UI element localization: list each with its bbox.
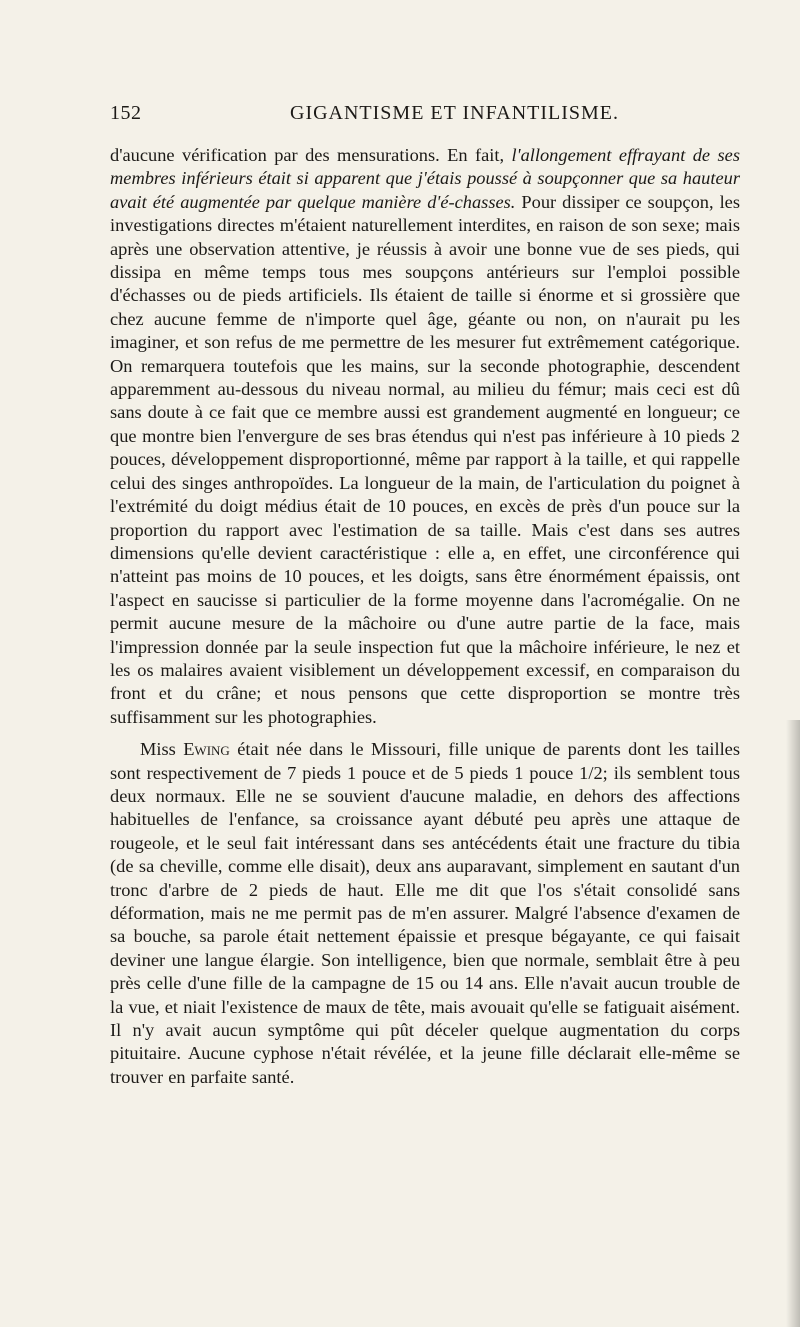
paragraph-1-continued-text: Pour dissiper ce soupçon, les investigations directes m'étaient naturellement interdites, en raison de son sexe; mais après une observation attentive, je réussis à avoir une bonne vue de ses pieds, qui dissipa en même temps tous mes soupçons antérieurs sur l'emploi possible d'échasses ou de pieds artificiels. Ils étaient de taille si énorme et si grossière que chez aucune femme de n'importe quel âge, géante ou non, on n'aurait pu les imaginer, et son refus de me permettre de les mesurer fut extrêmement catégorique. On remarquera toutefois que les mains, sur la seconde photographie, descendent apparemment au-dessous du niveau normal, au milieu du fémur; mais ceci est dû sans doute à ce fait que ce membre aussi est grandement augmenté en longueur; ce que montre bien l'envergure de ses bras étendus qui n'est pas inférieure à 10 pieds 2 pouces, développement disproportionné, même par rapport à la taille, et qui rappelle celui des singes anthropoïdes. La longueur de la main, de l'articulation du poignet à l'extrémité du doigt médius était de 10 pouces, en excès de près d'un pouce sur la proportion du rapport avec l'estimation de sa taille. Mais c'est dans ses autres dimensions qu'elle devient caractéristique : elle a, en effet, une circonférence qui n'atteint pas moins de 10 pouces, et les doigts, sans être énormément épaissis, ont l'aspect en saucisse si particulier de la forme moyenne dans l'acromégalie. On ne permit aucune mesure de la mâchoire ou d'une autre partie de la face, mais l'impression donnée par la seule inspection fut que la mâchoire inférieure, le nez et les os malaires avaient visiblement un développement excessif, en comparaison du front et du crâne; et nous pensons que cette disproportion se montre très suffisamment sur les photographies. [110,191,740,727]
running-title: GIGANTISME ET INFANTILISME. [290,102,620,124]
body-text [110,144,740,1089]
paragraph-2-smallcaps-text: Ewing [183,739,230,760]
paragraph-1 [110,144,740,729]
paragraph-2-continued-text: était née dans le Missouri, fille unique de parents dont les tailles sont respectivement de 7 pieds 1 pouce et de 5 pieds 1 pouce 1/2; ils semblent tous deux normaux. Elle ne se souvient d'aucune maladie, en dehors des affections habituelles de l'enfance, sa croissance ayant débuté peu après une attaque de rougeole, et le seul fait intéressant dans ses antécédents était une fracture du tibia (de sa cheville, comme elle disait), deux ans auparavant, simplement en sautant d'un tronc d'arbre de 2 pieds de haut. Elle me dit que l'os s'était consolidé sans déformation, mais ne me permit pas de m'en assurer. Malgré l'absence d'examen de sa bouche, sa parole était nettement épaissie et presque bégayante, ce qui faisait deviner une langue élargie. Son intelligence, bien que normale, semblait être à peu près celle d'une fille de la campagne de 15 ou 14 ans. Elle n'avait aucun trouble de la vue, et niait l'existence de maux de tête, mais avouait qu'elle se fatiguait aisément. Il n'y avait aucun symptôme qui pût déceler quelque augmentation du corps pituitaire. Aucune cyphose n'était révélée, et la jeune fille déclarait elle-même se trouver en parfaite santé. [110,739,740,1087]
paragraph-1-text: d'aucune vérification par des mensurations. En fait, [110,145,512,165]
paragraph-2 [110,738,740,1089]
page-number: 152 [110,102,142,124]
paragraph-1-italic-text: l'allongement effrayant de ses membres inférieurs était si apparent que j'étais poussé à soupçonner que sa hauteur avait été augmentée par quelque manière d'é-chasses. [110,145,740,212]
paragraph-2-text: Miss [140,739,184,760]
scan-shadow [786,720,800,1327]
page-header [110,102,750,126]
